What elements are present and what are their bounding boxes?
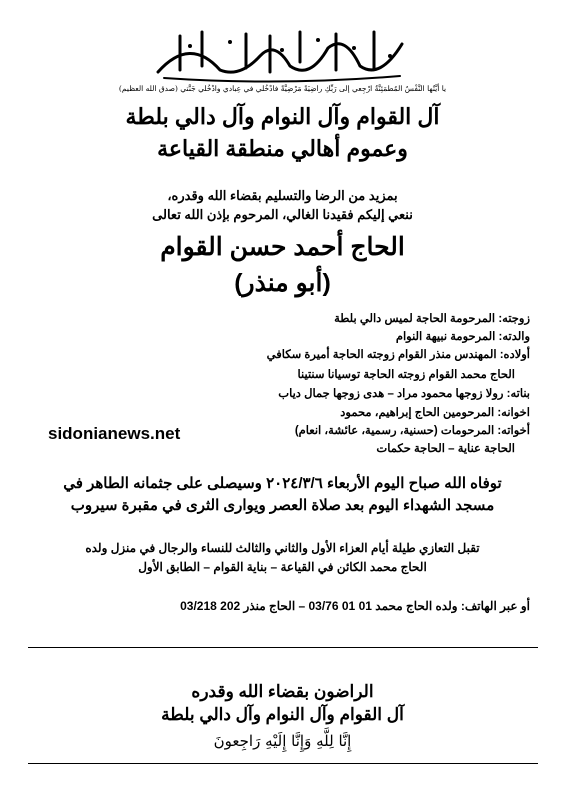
- phone-contacts: أو عبر الهاتف: ولده الحاج محمد 01 01 03/76 – الحاج منذر 202 03/218: [180, 599, 530, 613]
- quran-verse: يا أيَّتُها النَّفْسُ المُطمَئِنَّةُ ارْجِعي إلى رَبِّكِ راضِيَةً مَرْضِيَّةً فادْخُلي في عِبادي وادْخُلي جَنَّتي (صدق الله العظيم): [118, 84, 447, 93]
- relative-line: أولاده: المهندس منذر القوام زوجته الحاجة أميرة سكافي: [266, 349, 530, 361]
- relative-line: أخواته: المرحومات (حسنية، رسمية، عائشة، انعام): [294, 425, 530, 437]
- relative-line: الحاج محمد القوام زوجته الحاجة توسيانا سنتينا: [297, 369, 515, 381]
- deceased-kunya: (أبو منذر): [234, 269, 331, 297]
- website-watermark: sidonianews.net: [48, 424, 181, 443]
- bottom-divider: [28, 763, 538, 764]
- relative-line: الحاجة عناية – الحاجة حكمات: [376, 443, 515, 455]
- families-line-1: آل القوام وآل النوام وآل دالي بلطة: [125, 104, 440, 129]
- relative-line: والدته: المرحومة نبيهة النوام: [395, 331, 530, 343]
- relative-line: بناته: رولا زوجها محمود مراد – هدى زوجها جمال دياب: [278, 388, 530, 400]
- condolences-line-2: الحاج محمد الكائن في القياعة – بناية القوام – الطابق الأول: [138, 560, 427, 574]
- condolences-line-1: تقبل التعازي طيلة أيام العزاء الأول والثاني والثالث للنساء والرجال في منزل ولده: [85, 541, 480, 555]
- intro-line-1: بمزيد من الرضا والتسليم بقضاء الله وقدره،: [167, 188, 398, 203]
- deceased-name: الحاج أحمد حسن القوام: [160, 233, 405, 261]
- families-line-2: وعموم أهالي منطقة القياعة: [157, 136, 408, 161]
- footer-line-1: الراضون بقضاء الله وقدره: [191, 682, 374, 701]
- relative-line: اخوانه: المرحومين الحاج إبراهيم، محمود: [340, 407, 530, 419]
- death-notice-line-1: توفاه الله صباح اليوم الأربعاء ٢٠٢٤/٣/٦ وسيصلى على جثمانه الطاهر في: [63, 475, 502, 492]
- quran-phrase: إِنَّا لِلَّهِ وَإِنَّا إِلَيْهِ رَاجِعونَ: [213, 732, 352, 750]
- divider: [28, 647, 538, 648]
- relative-line: زوجته: المرحومة الحاجة لميس دالي بلطة: [334, 313, 530, 325]
- death-notice-line-2: مسجد الشهداء اليوم بعد صلاة العصر ويوارى الثرى في مقبرة سيروب: [70, 497, 495, 514]
- intro-line-2: ننعي إليكم فقيدنا الغالي، المرحوم بإذن الله تعالى: [152, 207, 413, 222]
- footer-line-2: آل القوام وآل النوام وآل دالي بلطة: [161, 705, 404, 724]
- calligraphy-logo: [150, 26, 410, 84]
